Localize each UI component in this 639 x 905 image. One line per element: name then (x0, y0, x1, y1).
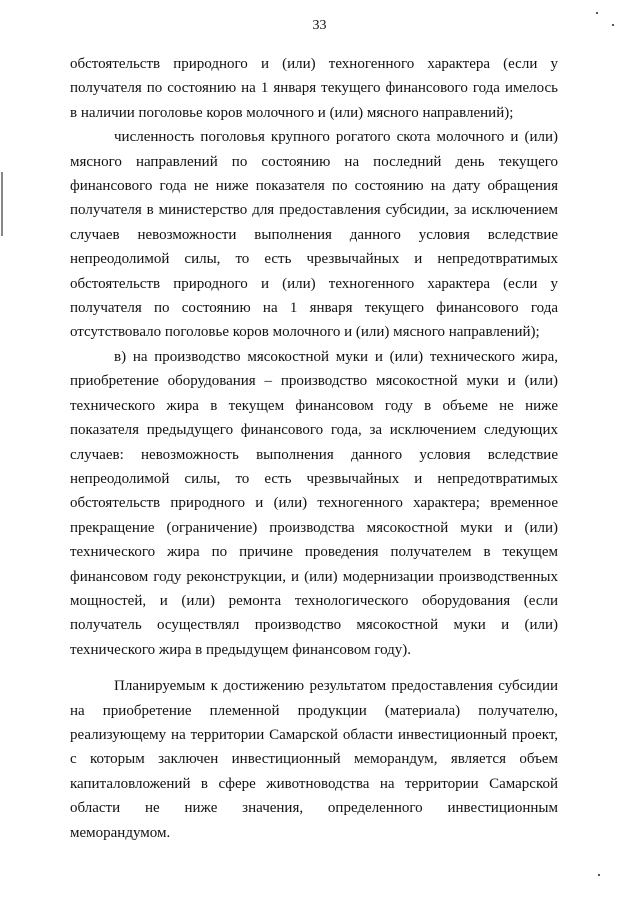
scan-margin-mark (1, 172, 3, 236)
paragraph (70, 345, 558, 662)
text-line: капиталовложений в сфере животноводства на территории Самарской (70, 775, 558, 792)
text-line: случаев: невозможность выполнения данного условия вследствие (70, 446, 558, 463)
text-line: получателя по состоянию на 1 января текущего финансового года (70, 300, 558, 317)
text-line: получатель осуществлял производство мясокостной муки и (или) (70, 617, 558, 634)
paragraph (70, 52, 558, 125)
text-line: с которым заключен инвестиционный меморандум, является объем (70, 751, 558, 768)
text-line: на приобретение племенной продукции (материала) получателю, (70, 702, 558, 719)
text-line: получателя по состоянию на 1 января текущего финансового года имелось (70, 80, 558, 97)
document-body (70, 52, 558, 845)
scan-speck (596, 12, 598, 14)
text-line: в наличии поголовье коров молочного и (или) мясного направлений); (70, 104, 514, 121)
paragraph (70, 125, 558, 345)
text-line: получателя в министерство для предоставления субсидии, за исключением (70, 202, 558, 219)
text-line: непреодолимой силы, то есть чрезвычайных и непредотвратимых (70, 251, 558, 268)
text-line: мощностей, и (или) ремонта технологического оборудования (если (70, 592, 558, 609)
text-line: технического жира в предыдущем финансовом году). (70, 641, 412, 658)
text-line: показателя предыдущего финансового года, за исключением следующих (70, 422, 558, 439)
text-line: приобретение оборудования – производство мясокостной муки и (или) (70, 373, 558, 390)
text-line: обстоятельств природного и (или) техногенного характера (если у (70, 275, 558, 292)
text-line: финансового года не ниже показателя по состоянию на дату обращения (70, 178, 558, 195)
text-line: мясного направлений по состоянию на последний день текущего (70, 153, 558, 170)
text-line: обстоятельств природного и (или) техногенного характера (если у (70, 56, 558, 72)
text-line: обстоятельств природного и (или) техногенного характера; временное (70, 495, 558, 512)
text-line: численность поголовья крупного рогатого скота молочного и (или) (114, 129, 558, 146)
text-line: в) на производство мясокостной муки и (или) технического жира, (114, 348, 558, 365)
text-line: реализующему на территории Самарской области инвестиционный проект, (70, 726, 558, 743)
page-number: 33 (312, 18, 327, 33)
text-line: технического жира по причине проведения получателем в текущем (70, 544, 558, 561)
text-line: области не ниже значения, определенного инвестиционным (70, 800, 558, 817)
paragraph (70, 674, 558, 845)
text-line: прекращение (ограничение) производства мясокостной муки и (или) (70, 519, 558, 536)
text-line: Планируемым к достижению результатом предоставления субсидии (114, 678, 558, 695)
scan-speck (598, 874, 600, 876)
scan-speck (612, 24, 614, 26)
text-line: финансовом году реконструкции, и (или) модернизации производственных (70, 568, 558, 585)
text-line: технического жира в текущем финансовом году в объеме не ниже (70, 397, 558, 414)
text-line: случаев невозможности выполнения данного условия вследствие (70, 226, 558, 243)
text-line: непреодолимой силы, то есть чрезвычайных и непредотвратимых (70, 470, 558, 487)
text-line: отсутствовало поголовье коров молочного и (или) мясного направлений); (70, 324, 540, 341)
text-line: меморандумом. (70, 824, 171, 841)
